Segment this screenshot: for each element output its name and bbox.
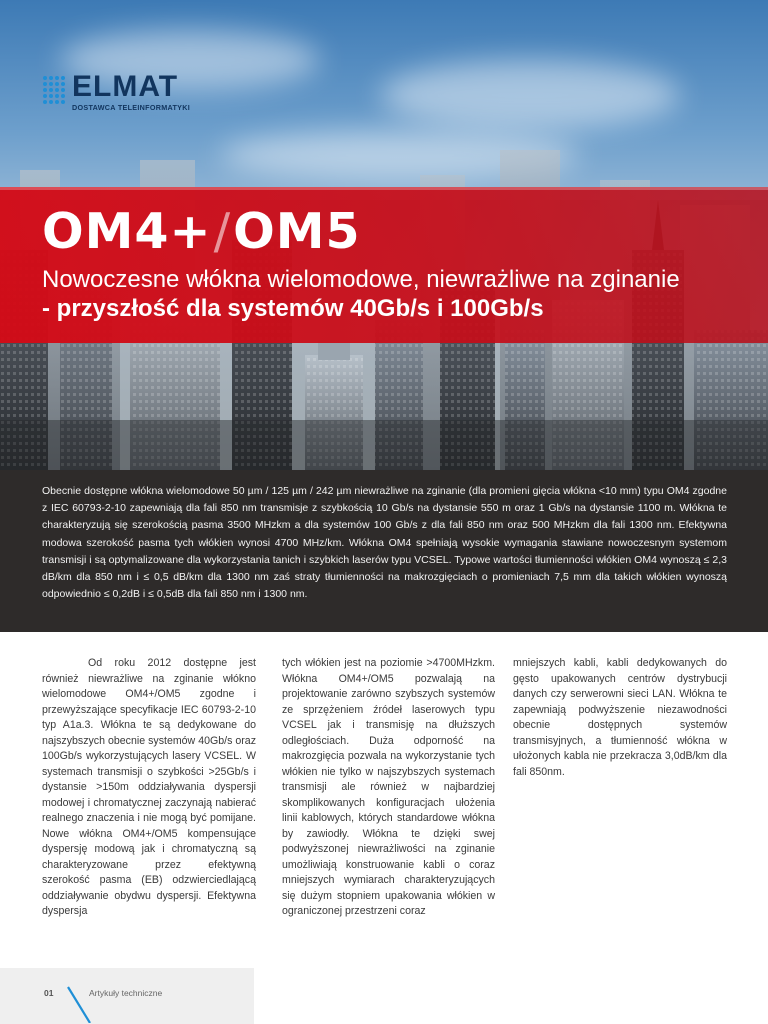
logo-dots-icon — [43, 76, 67, 104]
elmat-logo — [43, 70, 191, 112]
subtitle-line-2: - przyszłość dla systemów 40Gb/s i 100Gb/s — [42, 295, 544, 322]
body-column-2: tych włókien jest na poziomie >4700MHzkm. Włókna OM4+/OM5 pozwalają na projektowanie zarówno szybszych systemów ze sprzężeniem źródeł laserowych typu VCSEL jak i transmisję na dłuższych odległościach. Duża odporność na makrozgięcia pozwala na wykorzystanie tych włókien nie tylko w najszybszych systemach transmisji ale również w najbardziej skomplikowanych konfiguracjach ułożenia linii kablowych, których standardowe włókna by zawiodły. Włókna te dzięki swej podwyższonej niewrażliwości na zginanie umożliwiają konstruowanie kabli o coraz mniejszych wymiarach charakteryzujących się dużym stopniem upakowania włókien w ograniczonej przestrzeni coraz — [282, 657, 495, 917]
logo-wordmark: ELMAT — [72, 70, 179, 103]
intro-band — [0, 470, 768, 632]
subtitle-line-1: Nowoczesne włókna wielomodowe, niewrażliwe na zginanie — [42, 266, 680, 293]
page-title: OM4+/OM5 — [42, 203, 361, 260]
logo-tagline: DOSTAWCA TELEINFORMATYKI — [72, 103, 191, 112]
body-column-1: Od roku 2012 dostępne jest również niewrażliwe na zginanie włókno wielomodowe OM4+/OM5 zgodne i przewyższające specyfikacje IEC 60793-2-10 typ A1a.3. Włókna te są dedykowane do najszybszych obecnie systemów 40Gb/s oraz 100Gb/s wykorzystujących lasery VCSEL. W systemach transmisji o szybkości >25Gb/s i dystansie >150m oddziaływania dyspersji modowej i chromatycznej zaczynają nabierać realnego znaczenia i nie mogą być pomijane. Nowe włókna OM4+/OM5 kompensujące dyspersję modową jak i chromatyczną są charakteryzowane przez efektywną szerokość pasma (EB) odzwierciedlającą oddziaływanie obydwu dyspersji. Efektywna dyspersja — [42, 657, 256, 917]
page-number: 01 — [44, 988, 54, 998]
intro-paragraph: Obecnie dostępne włókna wielomodowe 50 µm / 125 µm / 242 µm niewrażliwe na zginanie (dla promieni gięcia włókna <10 mm) typu OM4 zgodne z IEC 60793-2-10 zapewniają dla fali 850 nm transmisje z szybkością 10 Gb/s na dystansie 550 m oraz 1 Gb/s na dystansie 1100 m. Włókna te charakteryzują się szerokością pasma 3500 MHzkm a dla systemów 100 Gb/s z dla fali 850 nm oraz 500 MHzkm dla fali 1300 nm. Efektywna modowa szerokość pasma tych włókien wynosi 4700 MHz/km. Włókna OM4 spełniają wysokie wymagania stawiane nowoczesnym systemom transmisji i są optymalizowane dla wykorzystania tanich i szybkich laserów typu VCSEL. Typowe wartości tłumienności włókien OM4 wynoszą ≤ 2,3 dB/km dla 850 nm i ≤ 0,5 dB/km dla 1300 nm zaś straty tłumienności na makrozgięciach o promieniach 7,5 mm dla takich włókien wynoszą odpowiednio ≤ 0,2dB i ≤ 0,5dB dla fali 850 nm i 1300 nm. — [42, 485, 727, 601]
body-column-3: mniejszych kabli, kabli dedykowanych do gęsto upakowanych centrów dystrybucji danych czy serwerowni sieci LAN. Włókna te zapewniają podwyższenie niezawodności obecnie dostępnych systemów transmisyjnych, a tłumienność włókna w ułożonych kabla nie przekracza 3,0dB/km dla fali 850nm. — [513, 657, 727, 778]
footer-section-label: Artykuły techniczne — [89, 988, 163, 998]
hero-banner — [0, 0, 768, 470]
